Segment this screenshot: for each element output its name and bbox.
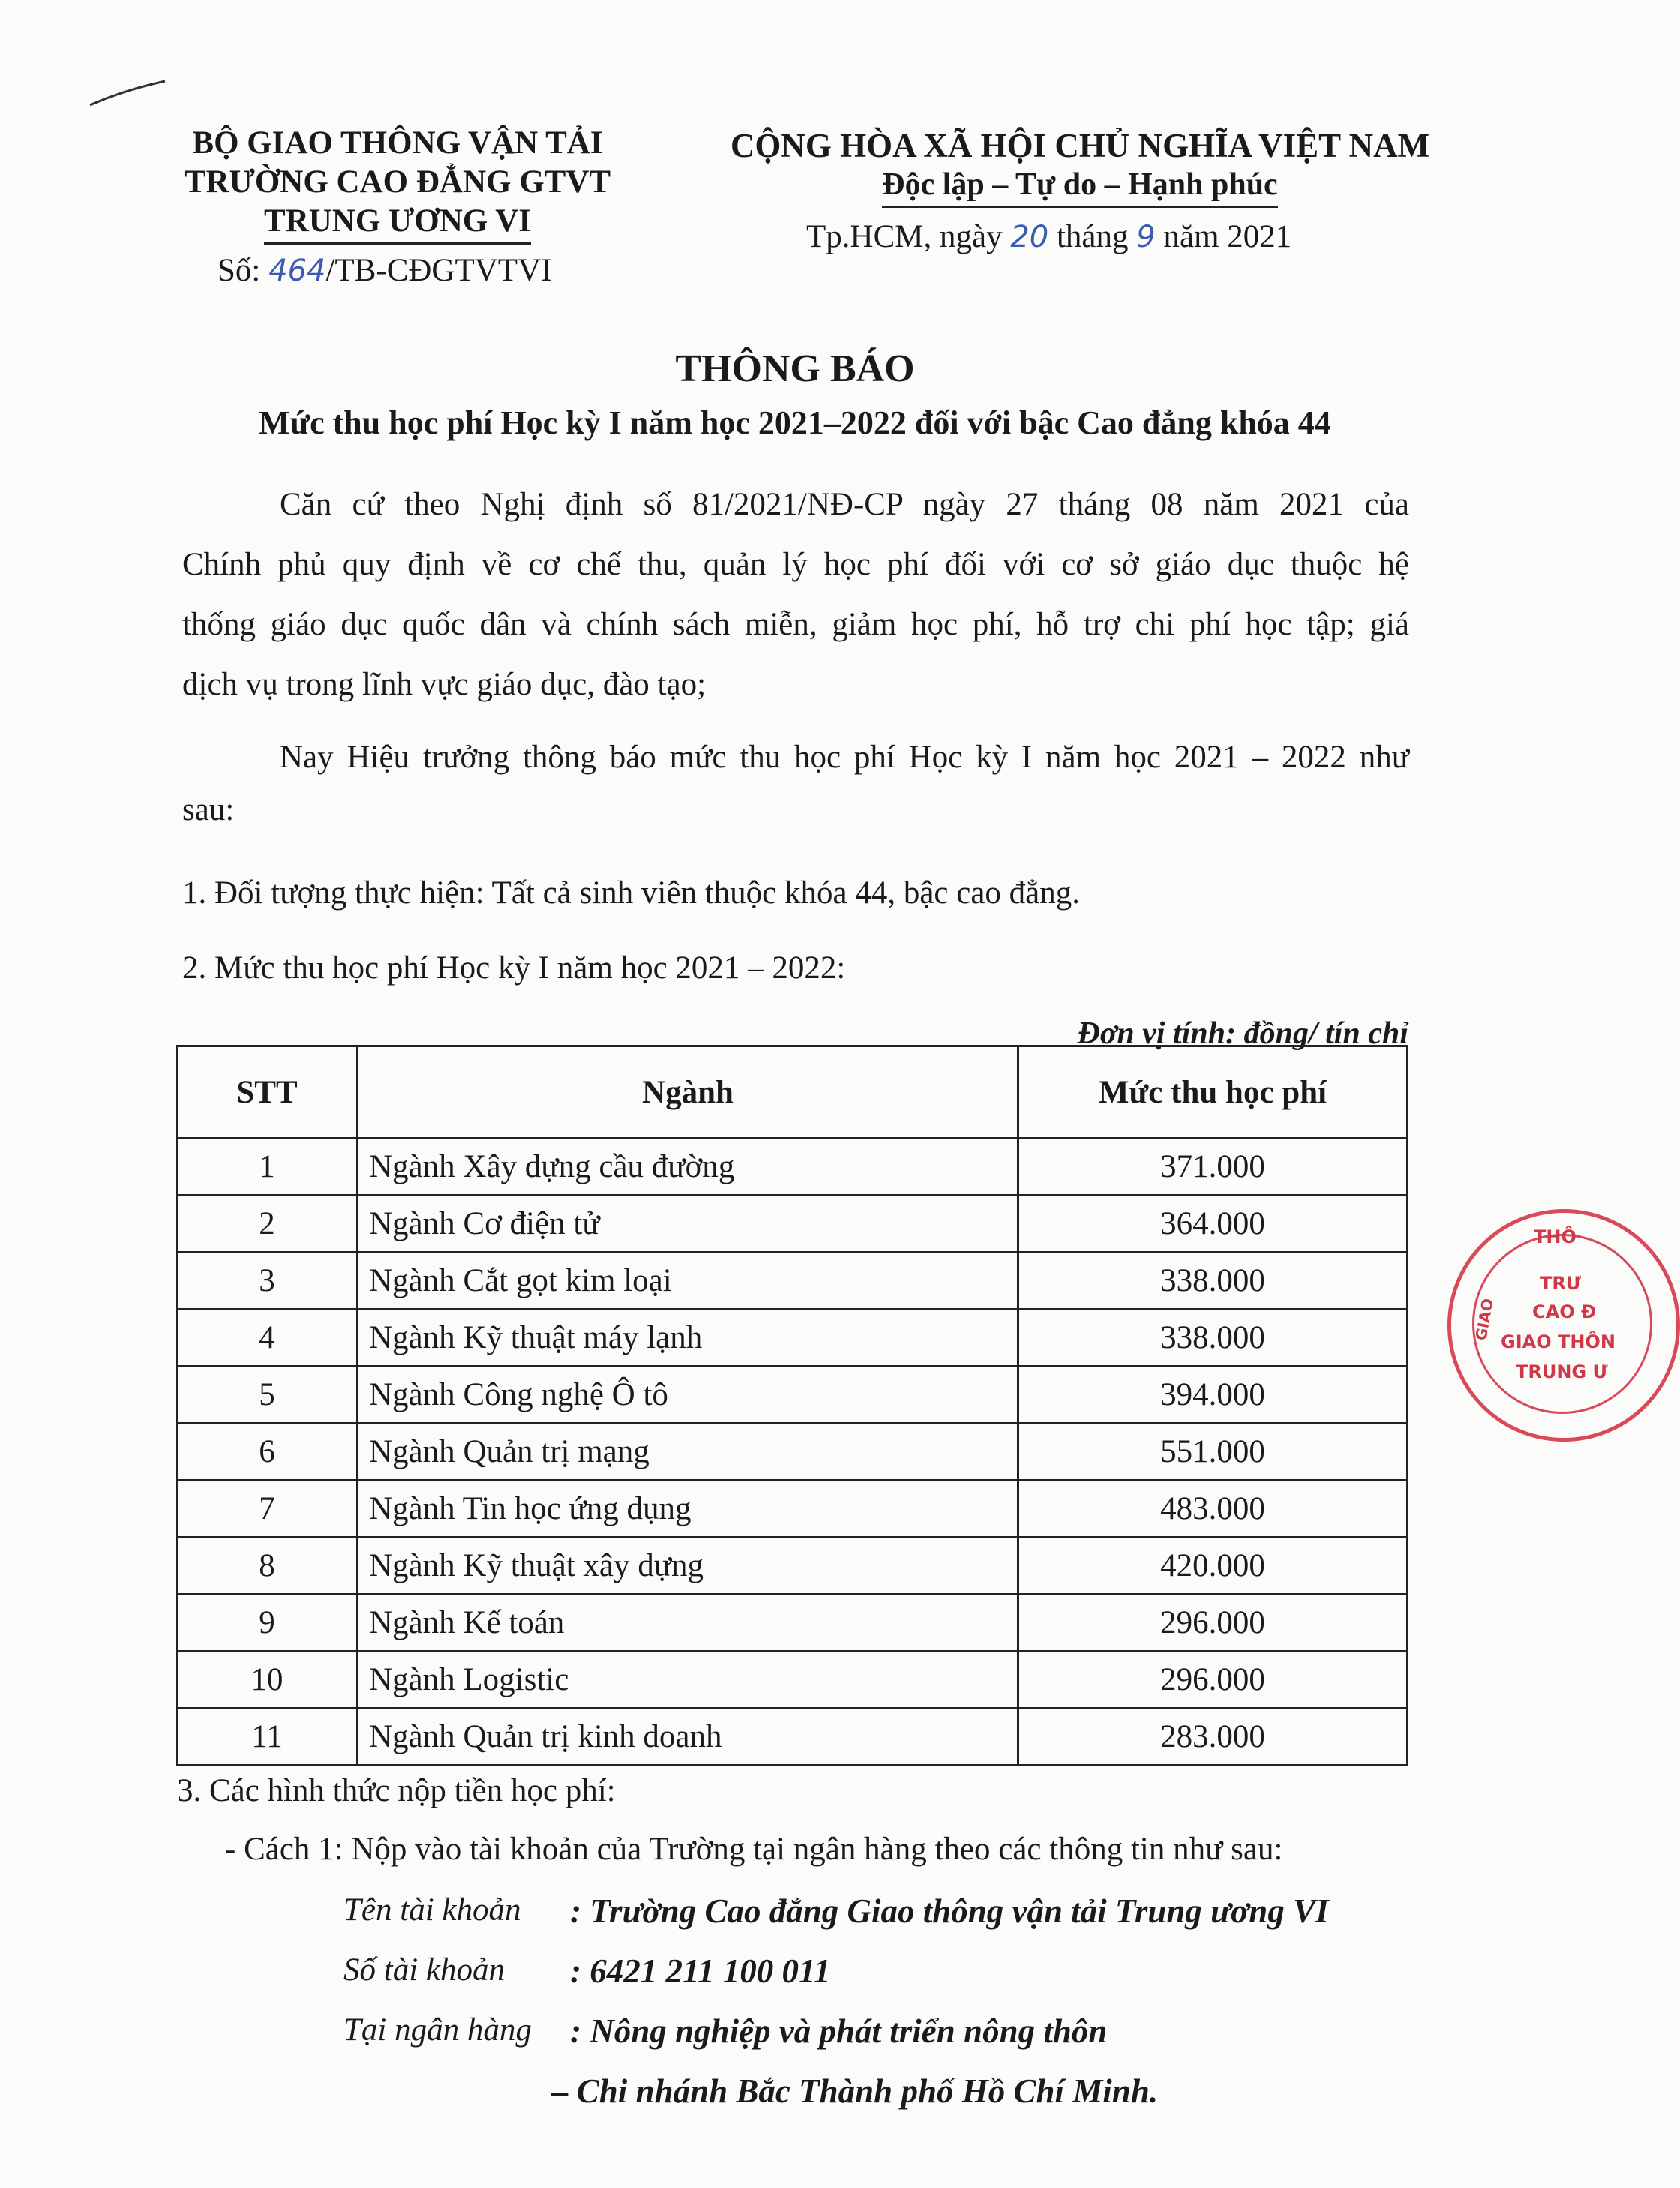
row-major: Ngành Logistic — [358, 1652, 1018, 1709]
col-header-major: Ngành — [358, 1046, 1018, 1139]
motto: Độc lập – Tự do – Hạnh phúc — [882, 165, 1277, 208]
paragraph-legal-basis: Căn cứ theo Nghị định số 81/2021/NĐ-CP ngày 27 tháng 08 năm 2021 của Chính phủ quy định về cơ chế thu, quản lý học phí đối với cơ sở giáo dục thuộc hệ thống giáo dục quốc dân và chính sách miễn, giảm học phí, hỗ trợ chi phí học tập; giá dịch vụ trong lĩnh vực giáo dục, đào tạo; — [182, 487, 1409, 702]
fee-table-body — [177, 1139, 1408, 1766]
item-3: 3. Các hình thức nộp tiền học phí: — [177, 1773, 616, 1808]
handwritten-month: 9 — [1136, 220, 1156, 254]
item-1: 1. Đối tượng thực hiện: Tất cả sinh viên thuộc khóa 44, bậc cao đẳng. — [182, 875, 1081, 911]
fee-table — [176, 1045, 1408, 1766]
bank-label: Tại ngân hàng — [344, 2012, 532, 2048]
unit-label: Đơn vị tính: đồng/ tín chỉ — [1077, 1016, 1408, 1051]
country-name: CỘNG HÒA XÃ HỘI CHỦ NGHĨA VIỆT NAM — [730, 127, 1430, 164]
method-1: - Cách 1: Nộp vào tài khoản của Trường tại ngân hàng theo các thông tin như sau: — [225, 1832, 1283, 1867]
row-fee: 338.000 — [1018, 1310, 1408, 1367]
paragraph-announcement: Nay Hiệu trưởng thông báo mức thu học phí Học kỳ I năm học 2021 – 2022 như sau: — [182, 740, 1409, 827]
row-major: Ngành Cơ điện tử — [358, 1196, 1018, 1253]
table-row — [177, 1538, 1408, 1595]
row-major: Ngành Quản trị kinh doanh — [358, 1709, 1018, 1766]
row-stt: 7 — [177, 1481, 358, 1538]
account-name-label: Tên tài khoản — [344, 1892, 521, 1928]
document-number: Số: 464/TB-CĐGTVTVI — [218, 253, 552, 288]
table-row — [177, 1253, 1408, 1310]
row-stt: 10 — [177, 1652, 358, 1709]
bank-branch-value: – Chi nhánh Bắc Thành phố Hồ Chí Minh. — [551, 2072, 1159, 2110]
document-subtitle: Mức thu học phí Học kỳ I năm học 2021–2022 đối với bậc Cao đẳng khóa 44 — [259, 404, 1331, 441]
account-number-label: Số tài khoản — [344, 1952, 505, 1988]
table-row — [177, 1652, 1408, 1709]
header-left — [165, 124, 630, 245]
row-stt: 8 — [177, 1538, 358, 1595]
account-number-value: : 6421 211 100 011 — [570, 1952, 831, 1990]
col-header-stt: STT — [177, 1046, 358, 1139]
table-row — [177, 1139, 1408, 1196]
school-name-2: TRUNG ƯƠNG VI — [264, 202, 531, 245]
ministry-name: BỘ GIAO THÔNG VẬN TẢI — [192, 125, 603, 161]
row-major: Ngành Công nghệ Ô tô — [358, 1367, 1018, 1424]
row-major: Ngành Kỹ thuật xây dựng — [358, 1538, 1018, 1595]
row-stt: 9 — [177, 1595, 358, 1652]
header-right — [720, 126, 1440, 208]
row-major: Ngành Tin học ứng dụng — [358, 1481, 1018, 1538]
row-fee: 483.000 — [1018, 1481, 1408, 1538]
table-row — [177, 1481, 1408, 1538]
table-row — [177, 1424, 1408, 1481]
table-row — [177, 1196, 1408, 1253]
table-row — [177, 1310, 1408, 1367]
row-major: Ngành Quản trị mạng — [358, 1424, 1018, 1481]
col-header-fee: Mức thu học phí — [1018, 1046, 1408, 1139]
handwritten-number: 464 — [268, 254, 326, 288]
row-stt: 4 — [177, 1310, 358, 1367]
table-row — [177, 1595, 1408, 1652]
row-fee: 551.000 — [1018, 1424, 1408, 1481]
item-2: 2. Mức thu học phí Học kỳ I năm học 2021 – 2022: — [182, 950, 846, 986]
row-major: Ngành Kỹ thuật máy lạnh — [358, 1310, 1018, 1367]
row-fee: 296.000 — [1018, 1652, 1408, 1709]
row-major: Ngành Cắt gọt kim loại — [358, 1253, 1018, 1310]
row-stt: 2 — [177, 1196, 358, 1253]
row-fee: 338.000 — [1018, 1253, 1408, 1310]
account-name-value: : Trường Cao đẳng Giao thông vận tải Trung ương VI — [570, 1892, 1329, 1930]
bank-value: : Nông nghiệp và phát triển nông thôn — [570, 2012, 1108, 2050]
row-fee: 283.000 — [1018, 1709, 1408, 1766]
table-header-row — [177, 1046, 1408, 1139]
pen-stroke-mark — [86, 75, 169, 113]
row-fee: 296.000 — [1018, 1595, 1408, 1652]
row-stt: 1 — [177, 1139, 358, 1196]
row-fee: 394.000 — [1018, 1367, 1408, 1424]
row-major: Ngành Xây dựng cầu đường — [358, 1139, 1018, 1196]
official-seal-stamp: THÔ TRƯ CAO Đ GIAO THÔN TRUNG Ư GIAO — [1448, 1209, 1680, 1442]
row-fee: 371.000 — [1018, 1139, 1408, 1196]
table-row — [177, 1709, 1408, 1766]
table-row — [177, 1367, 1408, 1424]
school-name: TRƯỜNG CAO ĐẲNG GTVT — [184, 164, 611, 200]
row-fee: 364.000 — [1018, 1196, 1408, 1253]
handwritten-day: 20 — [1010, 220, 1049, 254]
row-fee: 420.000 — [1018, 1538, 1408, 1595]
row-stt: 5 — [177, 1367, 358, 1424]
row-major: Ngành Kế toán — [358, 1595, 1018, 1652]
row-stt: 3 — [177, 1253, 358, 1310]
row-stt: 11 — [177, 1709, 358, 1766]
document-date: Tp.HCM, ngày 20 tháng 9 năm 2021 — [806, 219, 1292, 254]
row-stt: 6 — [177, 1424, 358, 1481]
document-title: THÔNG BÁO — [675, 347, 915, 390]
